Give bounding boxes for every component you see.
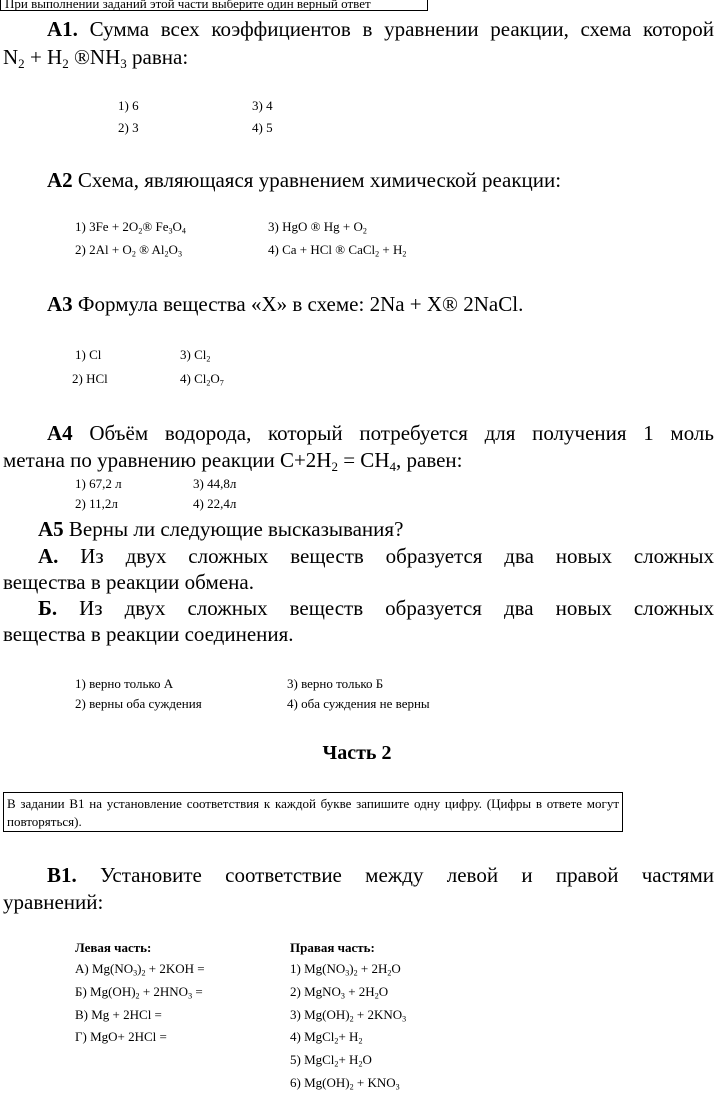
a1-option-3: 3) 4 [252,98,273,113]
question-a3-number: А3 [47,292,73,316]
statement-b-label: Б. [38,596,58,620]
right-item-5: 5) MgCl$_2$+ $H_2O$ [290,1052,372,1069]
right-item-4: 4) MgCl$_2$+ $H_2$ [290,1029,363,1046]
statement-a-line1 [3,543,714,569]
part1-instruction: При выполнении заданий этой части выберите один верный ответ [0,0,428,11]
part2-instruction: В задании В1 на установление соответствия к каждой букве запишите одну цифру. (Цифры в ответе могут повторяться). [3,792,623,832]
question-a4-line1 [3,420,714,446]
question-a4-number: А4 [47,421,73,445]
a3-option-3: 3) $Cl_2$ [180,347,211,364]
a4-option-2: 2) 11,2л [75,496,118,511]
a3-option-4: 4) $Cl_2O_7$ [180,371,224,388]
a3-option-1: 1) Cl [75,347,102,362]
question-a3-text: Формула вещества «Х» в схеме: 2Na + X® 2NaCl. [77,292,524,316]
question-b1-text: Установите соответствие между левой и правой частями [100,863,714,887]
question-a3 [47,291,523,317]
a2-option-3: 3) HgO ® $Hg + O_2$ [268,219,367,236]
left-column-header: Левая часть: [75,940,152,955]
question-b1-line2: уравнений: [3,890,104,914]
question-a5 [38,516,403,542]
a5-option-1: 1) верно только А [75,676,174,691]
question-b1-number: В1. [47,863,77,887]
a4-option-1: 1) 67,2 л [75,476,122,491]
right-item-2: 2) MgNO$_3$ + $2H_2O$ [290,984,389,1001]
question-a5-text: Верны ли следующие высказывания? [68,517,404,541]
question-a2 [47,167,561,193]
question-a1-line2: $N_2 + H_2$ $®NH_3$ равна: [3,45,189,71]
statement-b-line2: вещества в реакции соединения. [3,622,294,646]
question-b1-line1 [3,862,714,888]
statement-a-label: А. [38,544,59,568]
a2-option-2: 2) $2Al + O_2$ ® $Al_2O_3$ [75,242,182,259]
statement-a-line2: вещества в реакции обмена. [3,570,254,594]
a4-option-4: 4) 22,4л [193,496,237,511]
question-a1-number: А1. [47,17,78,41]
question-a4-line2: метана по уравнению реакции $С+2Н_2 = СН_4$, равен: [3,448,463,474]
a5-option-3: 3) верно только Б [287,676,384,691]
right-item-6: 6) $Mg(OH)_2 + KNO_3$ [290,1075,400,1092]
a1-option-2: 2) 3 [118,120,139,135]
left-item-g: Г) MgO+ 2HCl = [75,1029,167,1044]
a3-option-2: 2) HCl [72,371,108,386]
left-item-v: В) Mg + 2HCl = [75,1007,162,1022]
statement-a-text: Из двух сложных веществ образуется два новых сложных [80,544,714,568]
a2-option-1: 1) $3Fe + 2O_2®$ $Fe_3O_4$ [75,219,186,236]
a1-option-4: 4) 5 [252,120,273,135]
a5-option-4: 4) оба суждения не верны [287,696,430,711]
question-a2-text: Схема, являющаяся уравнением химической реакции: [77,168,562,192]
question-a4-text: Объём водорода, который потребуется для получения 1 моль [89,421,714,445]
a4-option-3: 3) 44,8л [193,476,237,491]
part2-title: Часть 2 [322,742,392,764]
question-a2-number: А2 [47,168,73,192]
right-item-1: 1) $Mg(NO_3)_2 + 2H_2O$ [290,961,401,978]
right-column-header: Правая часть: [290,940,375,955]
left-item-b: Б) $Mg(OH)_2 + 2HNO_3$ = [75,984,203,1001]
question-a1-line1 [3,16,714,42]
a1-option-1: 1) 6 [118,98,139,113]
left-item-a: А) $Mg(NO_3)_2 + 2KOH$ = [75,961,205,978]
question-a5-number: А5 [38,517,64,541]
statement-b-text: Из двух сложных веществ образуется два новых сложных [79,596,714,620]
a5-option-2: 2) верны оба суждения [75,696,202,711]
question-a1-text: Сумма всех коэффициентов в уравнении реакции, схема которой [89,17,714,41]
a2-option-4: 4) Ca + HCl ® CaCl$_2$ + $H_2$ [268,242,407,259]
statement-b-line1 [3,595,714,621]
right-item-3: 3) $Mg(OH)_2 + 2KNO_3$ [290,1007,407,1024]
